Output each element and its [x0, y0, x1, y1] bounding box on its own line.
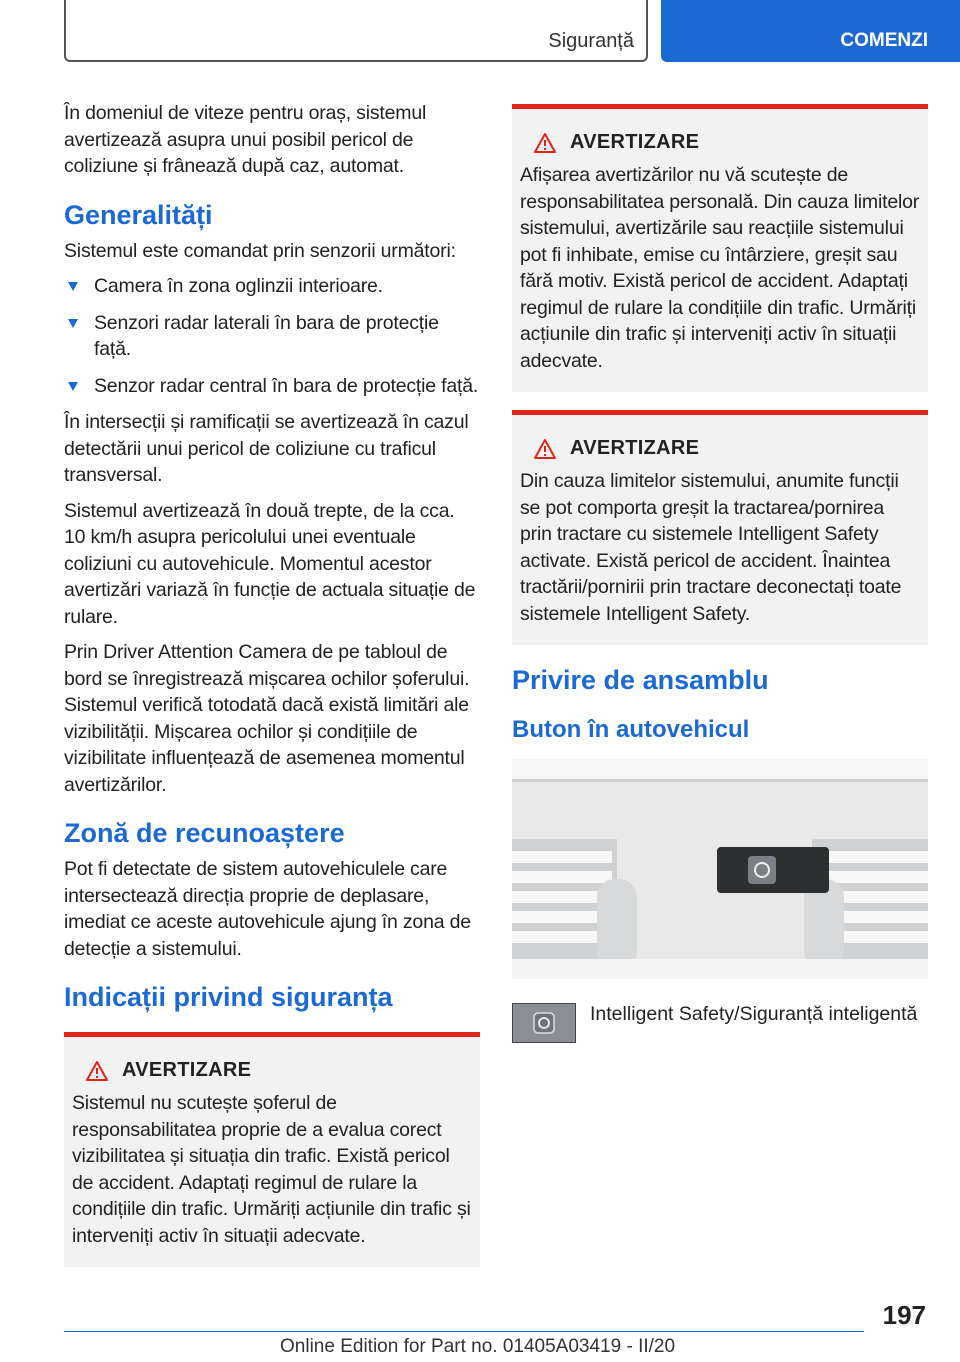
header-section-title: Siguranță: [548, 30, 634, 52]
right-column: [512, 100, 928, 1043]
dashboard-button-photo: [512, 759, 928, 979]
warning-box: [512, 410, 928, 645]
intro-paragraph: În domeniul de viteze pentru oraș, sistemul avertizează asupra unui posibil pericol de coliziune și frânează după caz, automat.: [64, 102, 427, 177]
header-chapter-tab: [661, 0, 960, 62]
warning-triangle-icon: [86, 1061, 108, 1081]
header-chapter-title: COMENZI: [840, 30, 928, 51]
heading-button: Buton în autovehicul: [512, 716, 750, 743]
driver-attention-paragraph: Prin Driver Attention Camera de pe tabloul de bord se înregistrează mișcarea ochilor șoferului. Sistemul verifică totodată dacă există limitări ale vizibilității. Mișcarea ochilor și condițiile de vizibilitate influențează de asemenea momentul avertizărilor.: [64, 641, 470, 796]
warning-box: [64, 1032, 480, 1267]
warning-triangle-icon: [534, 439, 556, 459]
heading-overview: Privire de ansamblu: [512, 665, 769, 695]
list-item: Senzor radar central în bara de protecție față.: [64, 373, 480, 400]
warning-text: Sistemul nu scutește șoferul de responsabilitatea proprie de a evalua corect vizibilitatea și situația din trafic. Există pericol de accident. Adaptați regimul de rulare la condițiile din trafic. Urmăriți acțiunile din trafic și interveniți activ în situații adecvate.: [72, 1092, 471, 1247]
heading-safety: Indicații privind siguranța: [64, 982, 393, 1012]
list-item: Senzori radar laterali în bara de protecție față.: [64, 310, 480, 363]
intersections-paragraph: În intersecții și ramificații se avertizează în cazul detectării unui pericol de coliziune cu traficul transversal.: [64, 411, 469, 486]
sensor-list: [64, 273, 480, 399]
footer-edition: Online Edition for Part no. 01405A03419 - II/20: [280, 1336, 676, 1357]
heading-zone: Zonă de recunoaștere: [64, 818, 345, 848]
warning-text: Din cauza limitelor sistemului, anumite funcții se pot comporta greșit la tractarea/pornirea prin tractare cu sistemele Intelligent Safety activate. Există pericol de accident. Înaintea tractării/pornirii prin tractare deconectați toate sistemele Intelligent Safety.: [520, 470, 902, 625]
two-steps-paragraph: Sistemul avertizează în două trepte, de la cca. 10 km/h asupra pericolului unei eventuale coliziuni cu autovehicule. Momentul acestor avertizări variază în funcție de actuala situație de rulare.: [64, 499, 476, 628]
general-intro: Sistemul este comandat prin senzorii următori:: [64, 239, 456, 262]
warning-title: AVERTIZARE: [570, 131, 700, 153]
bullet-triangle-icon: [68, 382, 78, 391]
warning-triangle-icon: [534, 133, 556, 153]
button-legend: [512, 1001, 928, 1043]
header-section-tab: [64, 0, 648, 62]
bullet-triangle-icon: [68, 282, 78, 291]
zone-paragraph: Pot fi detectate de sistem autovehiculele care intersectează direcția proprie de deplasare, imediat ce aceste autovehicule ajung în zona de detecție a sistemului.: [64, 858, 471, 960]
bullet-triangle-icon: [68, 319, 78, 328]
warning-text: Afișarea avertizărilor nu vă scutește de responsabilitatea personală. Din cauza limitelor sistemului, avertizările sau reacțiile sistemului pot fi inhibate, emise cu întârziere, greșit sau fără motiv. Există pericol de accident. Adaptați regimul de rulare la condițiile din trafic. Urmăriți acțiunile din trafic și interveniți activ în situații adecvate.: [520, 164, 920, 372]
page-number: 197: [882, 1300, 926, 1330]
left-column: [64, 100, 480, 1285]
warning-title: AVERTIZARE: [570, 437, 700, 459]
list-item: Camera în zona oglinzii interioare.: [64, 273, 480, 300]
footer-divider: [64, 1331, 864, 1332]
warning-box: [512, 104, 928, 392]
intelligent-safety-button-icon: [512, 1003, 576, 1043]
warning-title: AVERTIZARE: [122, 1059, 252, 1081]
heading-general: Generalități: [64, 199, 213, 230]
button-label: Intelligent Safety/Siguranță inteligentă: [590, 1003, 918, 1025]
